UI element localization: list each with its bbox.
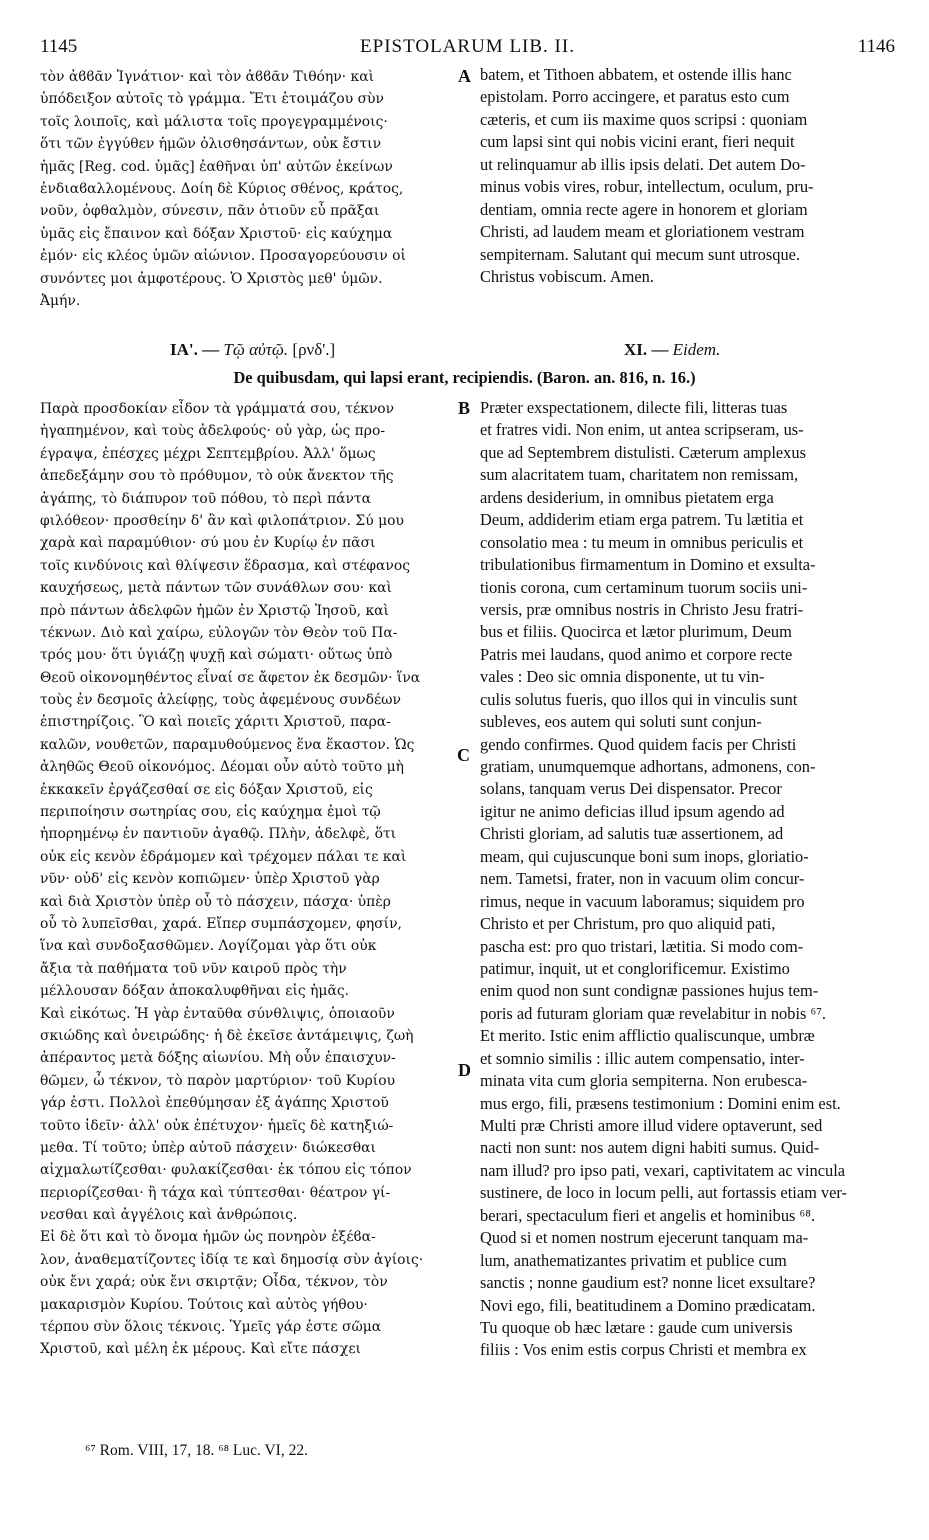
greek-column-body bbox=[40, 398, 471, 1361]
latin-text-line: Christus vobiscum. Amen. bbox=[480, 266, 654, 286]
latin-text-line: et somnio similis : illic autem compensatio, inter- bbox=[480, 1048, 805, 1068]
greek-text-line: ὑπόδειξον αὐτοῖς τὸ γράμμα. Ἔτι ἑτοιμάζου σὺν bbox=[40, 91, 384, 108]
latin-column-top bbox=[480, 64, 900, 288]
greek-text-line: ἀπεδεξάμην σου τὸ πρόθυμον, τὸ οὐκ ἄνεκτον τῆς bbox=[40, 468, 394, 485]
latin-text-line: ut relinquamur ab illis ipsis delati. Det autem Do- bbox=[480, 154, 806, 174]
latin-text-line: gendo confirmes. Quod quidem facis per Christi bbox=[480, 734, 797, 754]
greek-section-heading bbox=[170, 340, 335, 360]
greek-text-line: ἄξια τὰ παθήματα τοῦ νῦν καιροῦ πρὸς τὴν bbox=[40, 960, 347, 977]
latin-text-line: Deum, addiderim etiam erga patrem. Tu lætitia et bbox=[480, 510, 804, 530]
margin-marker-d: D bbox=[458, 1060, 471, 1080]
greek-section-number: ΙΑ'. — bbox=[170, 340, 220, 359]
latin-text-line: tionis corona, cum certaminum tuorum sociis uni- bbox=[480, 577, 808, 597]
greek-text-line: τέκνων. Διὸ καὶ χαίρω, εὐλογῶν τὸν Θεὸν τοῦ Πα- bbox=[40, 624, 398, 641]
latin-text-line: Præter exspectationem, dilecte fili, litteras tuas bbox=[480, 398, 788, 417]
latin-text-line: et fratres vidi. Non enim, ut antea scripseram, us- bbox=[480, 420, 804, 440]
greek-text-line: τοῦτο ἰδεῖν· ἀλλ' οὐκ ἐπέτυχον· ἡμεῖς δὲ κατηξιώ- bbox=[40, 1117, 394, 1134]
latin-text-line: sum alacritatem tuam, charitatem non remissam, bbox=[480, 465, 799, 485]
latin-text-line: Tu quoque ob hæc lætare : gaude cum universis bbox=[480, 1317, 793, 1337]
greek-text-line: περιποίησιν σωτηρίας σου, εἰς καύχημα ἐμοὶ τῷ bbox=[40, 804, 381, 821]
greek-text-line: τὸν ἀϐϐᾶν Ἰγνάτιον· καὶ τὸν ἀϐϐᾶν Τιθόην· καὶ bbox=[40, 69, 375, 85]
latin-text-line: dentiam, omnia recte agere in honorem et gloriam bbox=[480, 199, 808, 219]
latin-text-line: Christi gloriam, ad salutis tuæ assertionem, ad bbox=[480, 824, 784, 844]
greek-text-line: Εἰ δὲ ὅτι καὶ τὸ ὄνομα ἡμῶν ὡς πονηρὸν ἐξέϐα- bbox=[40, 1229, 376, 1246]
latin-text-line: filiis : Vos enim estis corpus Christi et membra ex bbox=[480, 1340, 807, 1360]
latin-text-line: Patris mei laudans, quod animo et corpore recte bbox=[480, 644, 793, 664]
greek-text-line: φιλόθεον· προσθείην δ' ἂν καὶ φιλοπάτριον. Σύ μου bbox=[40, 512, 404, 529]
greek-text-line: Καὶ εἰκότως. Ἡ γὰρ ἐνταῦθα σύνθλιψις, ὁποιαοῦν bbox=[40, 1005, 395, 1022]
latin-text-line: Quod si et nomen nostrum ejecerunt tanquam ma- bbox=[480, 1228, 809, 1248]
latin-text-line: vales : Deo sic omnia disponente, ut tu vin- bbox=[480, 667, 765, 687]
greek-text-line: καλῶν, νουθετῶν, παραμυθούμενος ἕνα ἕκαστον. Ὡς bbox=[40, 736, 415, 753]
latin-text-line: mus ergo, fili, præsens testimonium : Domini enim est. bbox=[480, 1093, 841, 1113]
greek-section-ref: [ρνδ'.] bbox=[292, 340, 336, 359]
greek-text-line: θῶμεν, ὦ τέκνον, τὸ παρὸν μαρτύριον· τοῦ Κυρίου bbox=[40, 1072, 396, 1089]
latin-text-line: gratiam, unumquemque adhortans, admonens, con- bbox=[480, 757, 816, 776]
greek-text-line: τοῖς κινδύνοις καὶ θλίψεσιν ἕδρασμα, καὶ στέφανος bbox=[40, 557, 410, 574]
latin-text-line: culis solutus fueris, quo illos qui in vinculis sunt bbox=[480, 689, 798, 709]
latin-text-line: nem. Tametsi, frater, non in vacuum olim concur- bbox=[480, 869, 805, 889]
latin-section-heading bbox=[624, 340, 720, 360]
greek-text-line: πρὸ πάντων ἀδελφῶν ἡμῶν ἐν Χριστῷ Ἰησοῦ, καὶ bbox=[40, 602, 390, 619]
latin-text-line: igitur ne animo deficias illud ipsum agendo ad bbox=[480, 801, 785, 821]
greek-text-line: ἵνα καὶ συνδοξασθῶμεν. Λογίζομαι γὰρ ὅτι οὐκ bbox=[40, 938, 377, 955]
greek-text-line: μεθα. Τί τοῦτο; ὑπὲρ αὐτοῦ πάσχειν· διώκεσθαι bbox=[40, 1139, 376, 1156]
greek-section-title: Τῷ αὐτῷ. bbox=[223, 340, 289, 359]
greek-text-line: ὅτι τῶν ἐγγύθεν ἡμῶν ὀλισθησάντων, οὐκ ἔστιν bbox=[40, 136, 382, 153]
latin-text-line: sustinere, de loco in locum pelli, aut fortassis etiam ver- bbox=[480, 1183, 847, 1203]
latin-text-line: sempiternam. Salutant qui mecum sunt utrosque. bbox=[480, 244, 801, 264]
greek-text-line: ἀπέραντος μετὰ δόξης αἰωνίου. Μὴ οὖν ἐπαισχυν- bbox=[40, 1050, 396, 1067]
latin-text-line: Et merito. Istic enim afflictio qualiscunque, umbræ bbox=[480, 1026, 815, 1046]
greek-text-line: αἰχμαλωτίζεσθαι· φυλακίζεσθαι· ἐκ τόπου εἰς τόπον bbox=[40, 1162, 412, 1179]
greek-text-line: ἠγαπημένον, καὶ τοὺς ἀδελφούς· οὐ γὰρ, ὡς προ- bbox=[40, 423, 386, 440]
latin-text-line: que ad Septembrem distulisti. Cæterum amplexus bbox=[480, 442, 806, 462]
latin-text-line: Novi ego, fili, beatitudinem a Domino prædicatam. bbox=[480, 1295, 816, 1315]
page-header bbox=[40, 36, 895, 62]
greek-text-line: νοῦν, ὀφθαλμὸν, σύνεσιν, πᾶν ὁτιοῦν εὖ πρᾶξαι bbox=[40, 203, 380, 220]
latin-text-line: poris ad futuram gloriam quæ revelabitur in nobis ⁶⁷. bbox=[480, 1003, 827, 1023]
greek-text-line: καυχήσεως, μετὰ πάντων τῶν συνάθλων σου· καὶ bbox=[40, 580, 392, 597]
page-number-left: 1145 bbox=[40, 36, 78, 57]
latin-text-line: minus vobis vires, robur, intellectum, oculum, pru- bbox=[480, 177, 814, 197]
greek-text-line: συνόντες μοι ἀμφοτέρους. Ὁ Χριστὸς μεθ' ὑμῶν. bbox=[40, 270, 383, 287]
greek-text-line: τοῖς λοιποῖς, καὶ μάλιστα τοῖς προγεγραμμένοις· bbox=[40, 113, 388, 130]
latin-text-line: sanctis ; nonne gaudium est? nonne licet exsultare? bbox=[480, 1273, 816, 1293]
latin-text-line: minata vita cum gloria sempiterna. Non erubesca- bbox=[480, 1071, 808, 1091]
margin-marker-c: C bbox=[457, 745, 470, 765]
greek-text-line: Χριστοῦ, καὶ μέλη ἐκ μέρους. Καὶ εἴτε πάσχει bbox=[40, 1341, 361, 1358]
greek-text-line: ἠπορημένῳ ἐν παντιοῦν ἀγαθῷ. Πλὴν, ἀδελφὲ, ὅτι bbox=[40, 826, 397, 843]
latin-text-line: solans, tanquam verus Dei dispensator. Precor bbox=[480, 779, 782, 799]
latin-text-line: Christo et per Christum, pro quo aliquid pati, bbox=[480, 914, 776, 934]
letter-subtitle: De quibusdam, qui lapsi erant, recipiendis. (Baron. an. 816, n. 16.) bbox=[233, 368, 696, 387]
latin-text-line: consolatio mea : tu meum in omnibus periculis et bbox=[480, 532, 804, 552]
latin-text-line: patimur, inquit, ut et conglorificemur. Existimo bbox=[480, 958, 790, 978]
latin-text-line: batem, et Tithoen abbatem, et ostende illis hanc bbox=[480, 65, 792, 84]
greek-text-line: ἀγάπης, τὸ διάπυρον τοῦ πόθου, τὸ περὶ πάντα bbox=[40, 490, 371, 507]
latin-text-line: lum, anathematizantes privatim et publice cum bbox=[480, 1250, 787, 1270]
latin-text-line: ardens desiderium, in omnibus pietatem erga bbox=[480, 487, 774, 507]
greek-text-line: ἐμόν· εἰς κλέος ὑμῶν αἰώνιον. Προσαγορεύουσιν οἱ bbox=[40, 248, 406, 265]
greek-text-line: Παρὰ προσδοκίαν εἶδον τὰ γράμματά σου, τέκνον bbox=[40, 401, 395, 417]
latin-text-line: Multi præ Christi amore illud videre optaverunt, sed bbox=[480, 1116, 823, 1135]
greek-column-top bbox=[40, 66, 468, 312]
greek-text-line: σκιώδης καὶ ὀνειρώδης· ἡ δὲ ἐκεῖσε ἀντάμειψις, ζωὴ bbox=[40, 1027, 414, 1044]
latin-text-line: berari, spectaculum fieri et angelis et hominibus ⁶⁸. bbox=[480, 1205, 816, 1225]
margin-marker-b: B bbox=[458, 398, 471, 418]
greek-text-line: ἐνδιαϐαλλομένους. Δοίη δὲ Κύριος σθένος, κράτος, bbox=[40, 180, 404, 197]
footnotes: ⁶⁷ Rom. VIII, 17, 18. ⁶⁸ Luc. VI, 22. bbox=[85, 1442, 308, 1459]
latin-section-title: Eidem. bbox=[672, 340, 721, 359]
greek-text-line: μέλλουσαν δόξαν ἀποκαλυφθῆναι εἰς ἡμᾶς. bbox=[40, 983, 350, 1000]
latin-text-line: versis, præ omnibus nostris in Christo Jesu fratri- bbox=[480, 599, 804, 619]
greek-text-line: ἀληθῶς Θεοῦ οἰκονόμος. Δέομαι οὖν αὐτὸ τοῦτο μὴ bbox=[40, 759, 404, 776]
greek-text-line: χαρὰ καὶ παραμύθιον· σύ μου ἐν Κυρίῳ ἐν πᾶσι bbox=[40, 535, 376, 552]
latin-text-line: meam, qui cujuscunque boni sum inops, gloriatio- bbox=[480, 846, 809, 866]
greek-text-line: νεσθαι καὶ ἀγγέλοις καὶ ἀνθρώποις. bbox=[40, 1207, 298, 1224]
latin-text-line: nam illud? pro ipso pati, vexari, captivitatem ac vincula bbox=[480, 1160, 846, 1180]
greek-text-line: γάρ ἐστι. Πολλοὶ ἐπεθύμησαν ἐξ ἀγάπης Χριστοῦ bbox=[40, 1095, 389, 1112]
greek-text-line: ἡμᾶς [Reg. cod. ὑμᾶς] ἐαθῆναι ὑπ' αὐτῶν ἐκείνων bbox=[40, 158, 393, 175]
greek-text-line: τοὺς ἐν δεσμοῖς ἀλείφῃς, τοὺς ἀφεμένους συνδέων bbox=[40, 692, 401, 709]
greek-text-line: έγραψα, ἐπέσχες μέχρι Σεπτεμβρίου. Ἀλλ' ὅμως bbox=[40, 445, 376, 462]
latin-text-line: subleves, eos autem qui soluti sunt conjun- bbox=[480, 712, 762, 732]
greek-text-line: ἐπιστηρίζοις. Ὃ καὶ ποιεῖς χάριτι Χριστοῦ, παρα- bbox=[40, 714, 391, 731]
latin-text-line: tribulationibus firmamentum in Domino et exsulta- bbox=[480, 555, 816, 575]
greek-text-line: ὑμᾶς εἰς ἔπαινον καὶ δόξαν Χριστοῦ· εἰς καύχημα bbox=[40, 225, 393, 242]
latin-text-line: cum lapsi sint qui nobis vicini erant, fieri nequit bbox=[480, 132, 795, 152]
greek-text-line: οὗ τὸ λυπεῖσθαι, χαρά. Εἴπερ συμπάσχομεν, φησίν, bbox=[40, 915, 402, 932]
latin-text-line: bus et filiis. Quocirca et lætor plurimum, Deum bbox=[480, 622, 792, 642]
greek-text-line: οὐκ ἔνι χαρά; οὐκ ἔνι σκιρτᾷν; Οἶδα, τέκνον, τὸν bbox=[40, 1274, 388, 1291]
greek-text-line: λον, ἀναθεματίζοντες ἰδίᾳ τε καὶ δημοσίᾳ σὺν ἁγίοις· bbox=[40, 1251, 424, 1268]
latin-text-line: pascha est: pro quo tristari, lætitia. Si modo com- bbox=[480, 936, 804, 956]
latin-text-line: epistolam. Porro accingere, et paratus esto cum bbox=[480, 87, 790, 107]
latin-text-line: rimus, neque in vacuum laboramus; siquidem pro bbox=[480, 891, 805, 911]
latin-section-number: XI. — bbox=[624, 340, 669, 359]
page-number-right: 1146 bbox=[857, 36, 895, 57]
greek-text-line: Ἀμήν. bbox=[40, 292, 81, 309]
greek-text-line: καὶ διὰ Χριστὸν ὑπὲρ οὗ τὸ πάσχειν, πάσχα· ὑπὲρ bbox=[40, 893, 391, 910]
latin-text-line: Christi, ad laudem meam et gloriationem vestram bbox=[480, 222, 805, 242]
greek-text-line: μακαρισμὸν Κυρίου. Τούτοις καὶ αὐτὸς γήθου· bbox=[40, 1296, 368, 1313]
latin-text-line: cæteris, et cum iis maxime quos scripsi : quoniam bbox=[480, 109, 808, 129]
greek-text-line: τέρπου σὺν ὅλοις τέκνοις. Ὑμεῖς γάρ ἐστε σῶμα bbox=[40, 1319, 382, 1336]
latin-column-body bbox=[480, 397, 900, 1362]
greek-text-line: οὐκ εἰς κενὸν ἐδράμομεν καὶ τρέχομεν πάλαι τε καὶ bbox=[40, 848, 407, 865]
greek-text-line: τρός μου· ὅτι ὑγιάζῃ ψυχῇ καὶ σώματι· οὕτως ὑπὸ bbox=[40, 647, 393, 664]
greek-text-line: νῦν· οὐδ' εἰς κενὸν κοπιῶμεν· ὑπὲρ Χριστοῦ γὰρ bbox=[40, 871, 380, 888]
latin-text-line: nacti non sunt: nos autem digni habiti sumus. Quid- bbox=[480, 1138, 820, 1158]
greek-text-line: Θεοῦ οἰκονομηθέντος εἶναί σε ἄφετον ἐκ δεσμῶν· ἵνα bbox=[40, 669, 421, 686]
running-title: EPISTOLARUM LIB. II. bbox=[360, 36, 575, 57]
greek-text-line: περιορίζεσθαι· ἢ τάχα καὶ τύπτεσθαι· θέατρον γί- bbox=[40, 1184, 391, 1201]
margin-marker-a: A bbox=[458, 66, 471, 86]
greek-text-line: ἐκκακεῖν ἐργάζεσθαί σε εἰς δόξαν Χριστοῦ, εἰς bbox=[40, 781, 373, 798]
latin-text-line: enim quod non sunt condignæ passiones hujus tem- bbox=[480, 981, 819, 1001]
